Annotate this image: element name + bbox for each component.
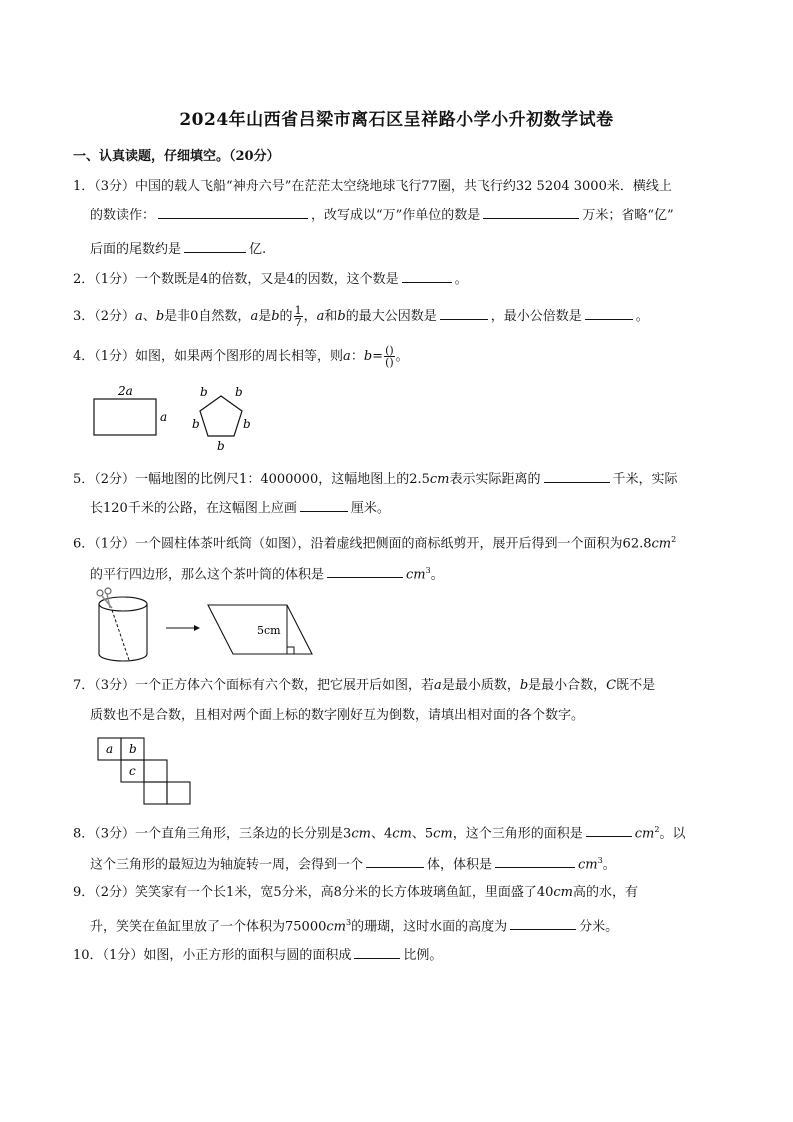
pent-label-5: b (217, 439, 225, 453)
q8-blank-volume[interactable] (495, 855, 575, 868)
q6-blank[interactable] (327, 565, 403, 578)
q5-line-2: 长120千米的公路，在这幅图上应画 厘米。 (90, 501, 390, 516)
cylinder-bottom (99, 654, 147, 661)
pent-label-1: b (200, 385, 208, 399)
q8-line-2: 这个三角形的最短边为轴旋转一周，会得到一个 体，体积是 $cm^3$。 (90, 856, 616, 873)
rect-top-label: 2a (118, 384, 133, 398)
exam-title: 2024年山西省吕梁市离石区呈祥路小学小升初数学试卷 (179, 110, 614, 130)
pent-label-3: b (192, 417, 200, 431)
q1-blank-1[interactable] (158, 206, 308, 219)
q10-line: 10．（1分）如图，小正方形的面积与圆的面积成 比例。 (73, 948, 443, 963)
q7-cube-net (96, 736, 196, 808)
q4-fraction-blank[interactable]: $\frac{()}{()}$ (385, 344, 394, 369)
q2-line: 2．（1分）一个数既是4的倍数，又是4的因数，这个数是 。 (73, 272, 468, 287)
q3-blank-lcm[interactable] (585, 307, 633, 320)
rectangle-shape (94, 399, 156, 435)
q3-fraction: $\frac{1}{7}$ (294, 304, 302, 329)
q6-figure (94, 588, 324, 666)
q5-blank-1[interactable] (544, 470, 610, 483)
q5-line-1: 5．（2分）一幅地图的比例尺1：4000000，这幅地图上的2.5cm表示实际距离的 千米，实际 (73, 472, 678, 487)
q1-blank-2[interactable] (483, 206, 579, 219)
q9-line-1: 9．（2分）笑笑家有一个长1米，宽5分米，高8分米的长方体玻璃鱼缸，里面盛了40cm高的水，有 (73, 885, 639, 900)
q3-line: 3．（2分）a、b是非0自然数，a是b的 $\frac{1}{7}$ ，a和b的最大公因数是 ，最小公倍数是 。 (73, 304, 649, 329)
q5-blank-2[interactable] (300, 499, 348, 512)
cylinder-top (99, 597, 147, 611)
cell-b-label: b (129, 742, 137, 756)
q8-line-1: 8．（3分）一个直角三角形，三条边的长分别是3cm、4cm、5cm，这个三角形的面积是 $cm^2$。以 (73, 825, 686, 842)
q8-blank-area[interactable] (586, 824, 632, 837)
rect-side-label: a (160, 410, 168, 424)
q1-line-2: 的数读作： ，改写成以“万”作单位的数是 万米；省略“亿” (90, 208, 674, 223)
q1-line-1: 1．（3分）中国的载人飞船“神舟六号”在茫茫太空绕地球飞行77圈，共飞行约32 5204 3000米．横线上 (73, 179, 672, 194)
pent-label-4: b (243, 417, 251, 431)
q4-line: 4．（1分）如图，如果两个图形的周长相等，则a：b= $\frac{()}{()}$ 。 (73, 344, 409, 369)
q8-blank-solid[interactable] (366, 855, 424, 868)
cell-c-label: c (129, 764, 136, 778)
cut-line (112, 610, 129, 660)
arrow-head (194, 625, 200, 631)
q9-line-2: 升，笑笑在鱼缸里放了一个体积为$75000cm^3$的珊瑚，这时水面的高度为 分米。 (90, 918, 619, 935)
q1-blank-3[interactable] (184, 240, 246, 253)
pentagon-shape (200, 396, 242, 436)
q7-line-2: 质数也不是合数，且相对两个面上标的数字刚好互为倒数，请填出相对面的各个数字。 (90, 708, 585, 723)
q6-line-2: 的平行四边形，那么这个茶叶筒的体积是 $cm^3$。 (90, 566, 444, 583)
q2-blank[interactable] (402, 270, 452, 283)
q3-blank-gcd[interactable] (440, 307, 488, 320)
q7-line-1: 7．（3分）一个正方体六个面标有六个数，把它展开后如图，若a是最小质数，b是最小合数，C既不是 (73, 678, 656, 693)
height-label: 5cm (257, 624, 281, 637)
pent-label-2: b (235, 385, 243, 399)
q9-blank[interactable] (510, 917, 576, 930)
section-heading: 一、认真读题，仔细填空。（20分） (73, 149, 280, 164)
q4-figure (88, 382, 268, 454)
q10-blank[interactable] (354, 946, 400, 959)
q6-line-1: 6．（1分）一个圆柱体茶叶纸筒（如图），沿着虚线把侧面的商标纸剪开，展开后得到一个面积为$62.8cm^2$ (73, 535, 677, 552)
cell-a-label: a (106, 742, 114, 756)
q1-line-3: 后面的尾数约是 亿. (90, 242, 267, 257)
